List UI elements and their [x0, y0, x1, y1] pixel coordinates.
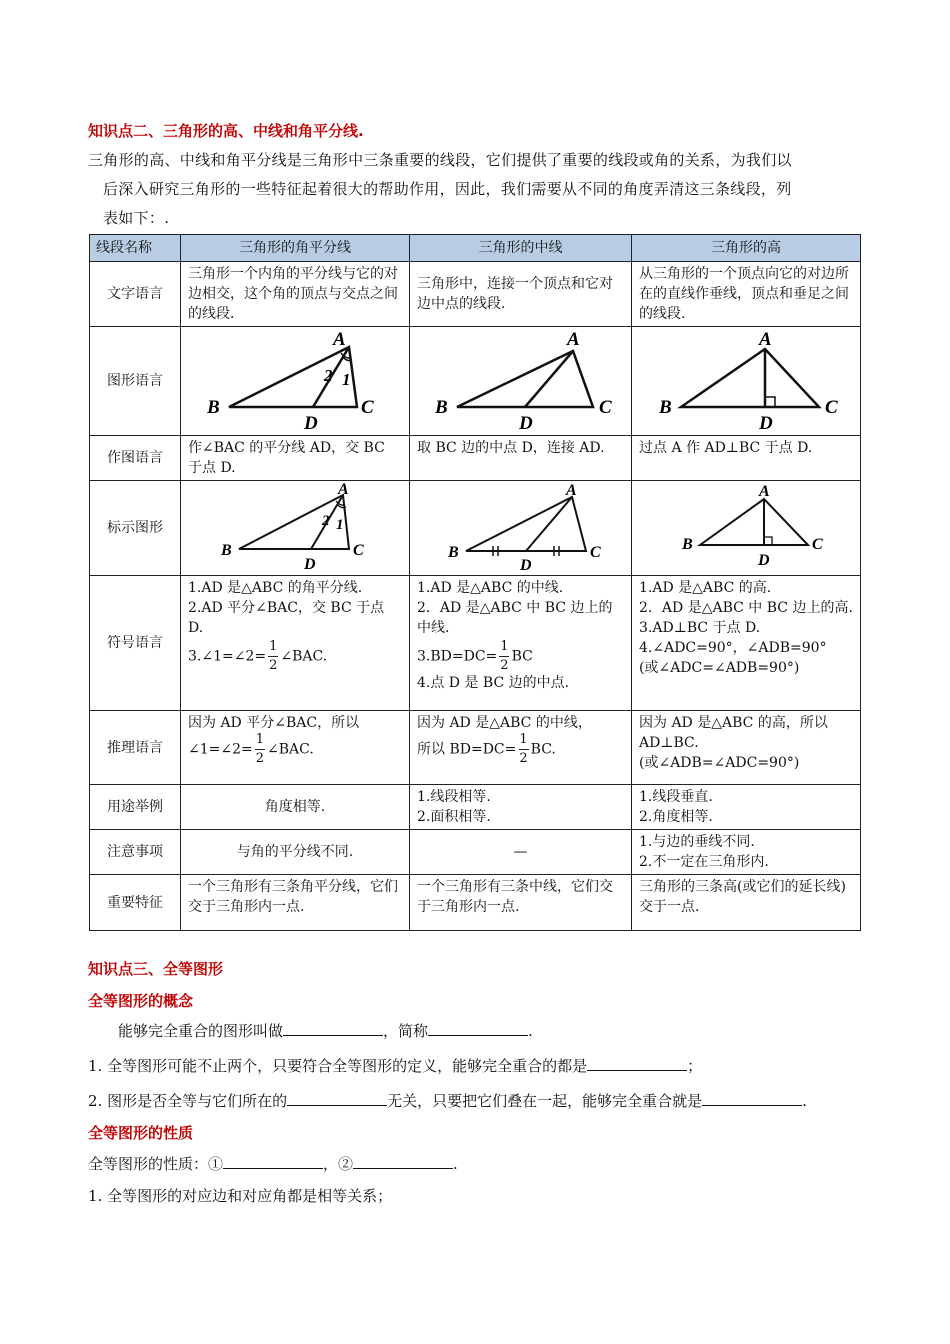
angle-bac: ∠BAC. [267, 741, 314, 758]
right-angle-mark [764, 537, 772, 545]
label-a: A [338, 483, 349, 498]
segment-equation: 3.BD=DC= [417, 648, 498, 665]
label-c: C [353, 542, 364, 559]
fraction-bar [268, 656, 278, 657]
concept-text-b: ，简称 [383, 1022, 429, 1040]
notes-altitude-line-1: 1.与边的垂线不同. [639, 834, 755, 850]
symbol-median-line-1: 1.AD 是△ABC 的中线. [417, 580, 564, 596]
row-label-text: 文字语言 [90, 262, 181, 327]
fill-blank[interactable] [287, 1091, 387, 1106]
fraction-den: 2 [500, 658, 509, 673]
figure-median-cell [410, 327, 632, 436]
usage-bisector: 角度相等. [181, 785, 410, 830]
header-median: 三角形的中线 [410, 235, 632, 262]
label-b: B [207, 397, 220, 418]
usage-altitude-line-1: 1.线段垂直. [639, 789, 713, 805]
intro-line-2: 后深入研究三角形的一些特征起着很大的帮助作用，因此，我们需要从不同的角度弄清这三条线段，列 [103, 180, 792, 198]
item2-text-b: 无关，只要把它们叠在一起，能够完全重合就是 [387, 1092, 703, 1110]
table-row [90, 711, 861, 785]
construction-median: 取 BC 边的中点 D，连接 AD. [410, 436, 632, 481]
marked-altitude-cell [632, 481, 861, 576]
row-label-reasoning: 推理语言 [90, 711, 181, 785]
label-d: D [518, 413, 533, 433]
item2-text-a: 2. 图形是否全等与它们所在的 [88, 1092, 288, 1110]
symbol-median-line-3 [417, 640, 624, 673]
property-text-a: 全等图形的性质：① [88, 1155, 224, 1173]
fraction-num: 1 [255, 732, 265, 747]
fraction-num: 1 [500, 639, 509, 654]
figure-bisector-cell [181, 327, 410, 436]
reasoning-bisector [181, 711, 410, 785]
label-b: B [434, 397, 448, 418]
concept-text-a: 能够完全重合的图形叫做 [118, 1022, 284, 1040]
label-d: D [759, 413, 773, 433]
item1-text-b: ； [687, 1057, 703, 1075]
triangle-abc [457, 351, 593, 407]
label-angle-1: 1 [342, 370, 351, 389]
symbol-altitude-line-4: 4.∠ADC=90°，∠ADB=90° [639, 640, 827, 656]
text-bisector: 三角形一个内角的平分线与它的对边相交，这个角的顶点与交点之间的线段. [181, 262, 410, 327]
segment-equation: 所以 BD=DC= [417, 741, 517, 758]
median-ad [526, 497, 572, 551]
label-angle-2: 2 [324, 366, 333, 385]
figure-altitude-cell [632, 327, 861, 436]
construction-bisector: 作∠BAC 的平分线 AD，交 BC 于点 D. [181, 436, 410, 481]
reasoning-altitude-line-1: 因为 AD 是△ABC 的高，所以 AD⊥BC. [639, 715, 828, 751]
property-item-1: 1. 全等图形的对应边和对应角都是相等关系； [88, 1187, 393, 1205]
fill-blank[interactable] [283, 1021, 383, 1036]
label-d: D [304, 556, 316, 571]
table-row [90, 436, 861, 481]
table-row [90, 262, 861, 327]
label-b: B [447, 544, 459, 561]
usage-median-line-2: 2.面积相等. [417, 809, 491, 825]
symbol-median [410, 576, 632, 711]
notes-altitude [632, 830, 861, 875]
concept-text-c: . [528, 1022, 533, 1040]
row-label-marked: 标示图形 [90, 481, 181, 576]
label-b: B [682, 536, 693, 553]
triangle-abc [700, 499, 808, 545]
concept-line [118, 1020, 533, 1041]
features-median: 一个三角形有三条中线，它们交于三角形内一点. [410, 875, 632, 931]
label-c: C [589, 544, 601, 561]
label-c: C [598, 397, 612, 418]
label-angle-2: 2 [322, 513, 330, 529]
reasoning-median-line-2 [417, 733, 624, 766]
marked-bisector-cell [181, 481, 410, 576]
notes-median: — [410, 830, 632, 875]
altitude-triangle-figure [641, 329, 851, 433]
angle-equation: 3.∠1=∠2= [188, 648, 267, 665]
marked-median-cell [410, 481, 632, 576]
usage-altitude-line-2: 2.角度相等. [639, 809, 713, 825]
section2-heading: 知识点二、三角形的高、中线和角平分线. [88, 122, 364, 140]
row-label-notes: 注意事项 [90, 830, 181, 875]
row-label-usage: 用途举例 [90, 785, 181, 830]
fraction-den: 2 [255, 751, 265, 766]
property-line [88, 1153, 458, 1174]
fraction-half [268, 640, 278, 673]
label-c: C [361, 397, 374, 418]
segment-bc: BC [511, 648, 533, 665]
fill-blank[interactable] [223, 1154, 323, 1169]
marked-bisector-figure [205, 483, 385, 571]
triangle-abc [239, 495, 349, 549]
concept-item-2 [88, 1090, 807, 1111]
table-row [90, 785, 861, 830]
fraction-num: 1 [519, 732, 528, 747]
median-ad [525, 351, 573, 407]
text-altitude: 从三角形的一个顶点向它的对边所在的直线作垂线，顶点和垂足之间的线段. [632, 262, 861, 327]
marked-altitude-figure [656, 483, 836, 571]
angle-bac: ∠BAC. [280, 648, 328, 665]
label-a: A [565, 483, 577, 499]
concept-item-1 [88, 1055, 702, 1076]
segment-bc: BC. [530, 741, 556, 758]
reasoning-altitude-line-2: (或∠ADB=∠ADC=90°) [639, 755, 800, 771]
features-altitude: 三角形的三条高(或它们的延长线)交于一点. [632, 875, 861, 931]
concept-subheading: 全等图形的概念 [88, 992, 194, 1010]
fill-blank[interactable] [353, 1154, 453, 1169]
row-label-features: 重要特征 [90, 875, 181, 931]
property-subheading: 全等图形的性质 [88, 1124, 194, 1142]
symbol-altitude-line-3: 3.AD⊥BC 于点 D. [639, 620, 761, 636]
row-label-construction: 作图语言 [90, 436, 181, 481]
triangle-abc [681, 349, 819, 407]
table-row [90, 576, 861, 711]
intro-line-1: 三角形的高、中线和角平分线是三角形中三条重要的线段，它们提供了重要的线段或角的关系，为我们以 [88, 151, 792, 169]
triangle-abc [229, 347, 357, 407]
features-bisector: 一个三角形有三条角平分线，它们交于三角形内一点. [181, 875, 410, 931]
reasoning-altitude [632, 711, 861, 785]
right-angle-mark [765, 397, 775, 407]
property-text-b: ，② [323, 1155, 354, 1173]
fraction-den: 2 [269, 658, 278, 673]
symbol-median-line-4: 4.点 D 是 BC 边的中点. [417, 675, 570, 691]
section3-heading: 知识点三、全等图形 [88, 960, 224, 978]
usage-median [410, 785, 632, 830]
table-row [90, 481, 861, 576]
symbol-bisector-line-1: 1.AD 是△ABC 的角平分线. [188, 580, 363, 596]
header-altitude: 三角形的高 [632, 235, 861, 262]
symbol-altitude-line-1: 1.AD 是△ABC 的高. [639, 580, 772, 596]
construction-altitude: 过点 A 作 AD⊥BC 于点 D. [632, 436, 861, 481]
fill-blank[interactable] [702, 1091, 802, 1106]
notes-bisector: 与角的平分线不同. [181, 830, 410, 875]
label-c: C [812, 536, 823, 553]
label-a: A [759, 329, 772, 350]
usage-median-line-1: 1.线段相等. [417, 789, 491, 805]
fraction-half [499, 640, 509, 673]
reasoning-median [410, 711, 632, 785]
fraction-bar [519, 749, 529, 750]
intro-line-3: 表如下：. [103, 209, 170, 227]
fraction-den: 2 [519, 751, 528, 766]
fill-blank[interactable] [428, 1021, 528, 1036]
fraction-bar [499, 656, 509, 657]
symbol-median-line-2: 2．AD 是△ABC 中 BC 边上的中线. [417, 600, 613, 636]
fraction-bar [255, 749, 265, 750]
notes-altitude-line-2: 2.不一定在三角形内. [639, 854, 769, 870]
label-d: D [519, 557, 532, 571]
label-b: B [221, 542, 232, 559]
table-header-row [90, 235, 861, 262]
label-a: A [566, 329, 580, 350]
fraction-num: 1 [269, 639, 278, 654]
symbol-altitude [632, 576, 861, 711]
fraction-half [518, 733, 528, 766]
usage-altitude [632, 785, 861, 830]
text-median: 三角形中，连接一个顶点和它对边中点的线段. [410, 262, 632, 327]
header-segment-name: 线段名称 [90, 235, 181, 262]
label-angle-1: 1 [336, 517, 344, 533]
label-d: D [304, 413, 318, 433]
table-row [90, 327, 861, 436]
triangle-abc [466, 497, 586, 551]
table-row [90, 875, 861, 931]
label-a: A [759, 483, 770, 500]
label-d: D [758, 552, 770, 569]
symbol-bisector-line-2: 2.AD 平分∠BAC，交 BC 于点 D. [188, 600, 385, 636]
property-text-c: . [453, 1155, 458, 1173]
reasoning-bisector-line-1: 因为 AD 平分∠BAC，所以 [188, 715, 360, 731]
median-triangle-figure [421, 329, 621, 433]
item1-text-a: 1. 全等图形可能不止两个，只要符合全等图形的定义，能够完全重合的都是 [88, 1057, 588, 1075]
table-row [90, 830, 861, 875]
row-label-figure: 图形语言 [90, 327, 181, 436]
comparison-table [89, 234, 861, 931]
label-a: A [333, 329, 346, 350]
fraction-half [255, 733, 265, 766]
item2-text-c: . [802, 1092, 807, 1110]
symbol-altitude-line-2: 2．AD 是△ABC 中 BC 边上的高. [639, 600, 853, 616]
fill-blank[interactable] [587, 1056, 687, 1071]
label-c: C [825, 397, 838, 418]
marked-median-figure [426, 483, 616, 571]
reasoning-bisector-line-2 [188, 733, 402, 766]
reasoning-median-line-1: 因为 AD 是△ABC 的中线， [417, 715, 592, 731]
header-bisector: 三角形的角平分线 [181, 235, 410, 262]
symbol-bisector-line-3 [188, 640, 402, 673]
bisector-triangle-figure [195, 329, 395, 433]
symbol-bisector [181, 576, 410, 711]
row-label-symbol: 符号语言 [90, 576, 181, 711]
angle-equation: ∠1=∠2= [188, 741, 253, 758]
symbol-altitude-line-5: (或∠ADC=∠ADB=90°) [639, 660, 800, 676]
label-b: B [659, 397, 672, 418]
